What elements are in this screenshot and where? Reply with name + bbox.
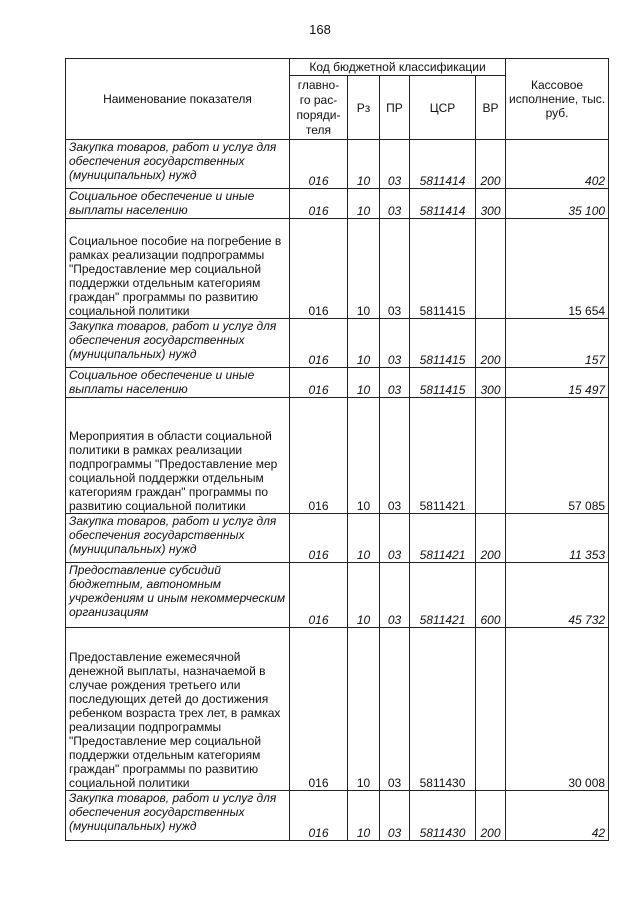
page-number: 168: [309, 22, 331, 37]
cell-admin: 016: [290, 140, 348, 189]
cell-pr: 03: [380, 514, 410, 563]
cell-rz: 10: [348, 189, 380, 219]
cell-admin: 016: [290, 514, 348, 563]
cell-pr: 03: [380, 563, 410, 628]
cell-rz: 10: [348, 368, 380, 398]
table-body: [66, 140, 609, 841]
cell-name: Предоставление субсидий бюджетным, автономным учреждениям и иным некоммерческим организациям: [66, 563, 290, 628]
cell-pr: 03: [380, 368, 410, 398]
cell-name: Закупка товаров, работ и услуг для обеспечения государственных (муниципальных) нужд: [66, 791, 290, 841]
cell-vr: [476, 398, 506, 514]
cell-name: Мероприятия в области социальной политики в рамках реализации подпрограммы "Предоставление мер социальной поддержки отдельным категориям граждан" программы по развитию социальной политики: [66, 398, 290, 514]
table-header: [66, 59, 609, 140]
cell-rz: 10: [348, 319, 380, 368]
cell-pr: 03: [380, 319, 410, 368]
cell-name: Предоставление ежемесячной денежной выплаты, назначаемой в случае рождения третьего или последующих детей до достижения ребенком возраста трех лет, в рамках реализации подпрограммы "Предоставление мер социальной поддержки отдельным категориям граждан" программы по развитию социальной политики: [66, 628, 290, 791]
cell-admin: 016: [290, 628, 348, 791]
cell-amount: 402: [506, 140, 609, 189]
cell-admin: 016: [290, 219, 348, 319]
cell-amount: 45 732: [506, 563, 609, 628]
header-pr: ПР: [380, 76, 410, 140]
header-admin: главно- го рас- поряди- теля: [290, 76, 348, 140]
cell-csr: 5811415: [410, 219, 476, 319]
cell-csr: 5811421: [410, 398, 476, 514]
header-rz: Рз: [348, 76, 380, 140]
cell-vr: 300: [476, 368, 506, 398]
cell-admin: 016: [290, 189, 348, 219]
cell-csr: 5811414: [410, 189, 476, 219]
header-vr: ВР: [476, 76, 506, 140]
header-name: Наименование показателя: [66, 59, 290, 140]
cell-csr: 5811430: [410, 628, 476, 791]
table-row: [66, 219, 609, 319]
cell-admin: 016: [290, 563, 348, 628]
cell-csr: 5811415: [410, 368, 476, 398]
cell-vr: 600: [476, 563, 506, 628]
cell-admin: 016: [290, 398, 348, 514]
cell-vr: 200: [476, 319, 506, 368]
cell-vr: 200: [476, 791, 506, 841]
cell-rz: 10: [348, 514, 380, 563]
cell-name: Социальное обеспечение и иные выплаты населению: [66, 368, 290, 398]
header-amount: Кассовое исполнение, тыс. руб.: [506, 59, 609, 140]
cell-name: Закупка товаров, работ и услуг для обеспечения государственных (муниципальных) нужд: [66, 319, 290, 368]
table-row: [66, 189, 609, 219]
cell-rz: 10: [348, 628, 380, 791]
cell-vr: 300: [476, 189, 506, 219]
cell-csr: 5811421: [410, 563, 476, 628]
cell-pr: 03: [380, 219, 410, 319]
cell-pr: 03: [380, 189, 410, 219]
table-row: [66, 398, 609, 514]
cell-csr: 5811415: [410, 319, 476, 368]
cell-vr: [476, 628, 506, 791]
cell-pr: 03: [380, 628, 410, 791]
table-row: [66, 140, 609, 189]
table-row: [66, 368, 609, 398]
table-row: [66, 791, 609, 841]
cell-name: Социальное обеспечение и иные выплаты населению: [66, 189, 290, 219]
cell-vr: 200: [476, 514, 506, 563]
table-row: [66, 563, 609, 628]
cell-admin: 016: [290, 791, 348, 841]
table-row: [66, 514, 609, 563]
cell-rz: 10: [348, 219, 380, 319]
cell-csr: 5811430: [410, 791, 476, 841]
cell-amount: 35 100: [506, 189, 609, 219]
cell-csr: 5811421: [410, 514, 476, 563]
cell-rz: 10: [348, 563, 380, 628]
cell-amount: 30 008: [506, 628, 609, 791]
cell-admin: 016: [290, 319, 348, 368]
cell-rz: 10: [348, 398, 380, 514]
cell-rz: 10: [348, 791, 380, 841]
cell-amount: 57 085: [506, 398, 609, 514]
cell-rz: 10: [348, 140, 380, 189]
cell-pr: 03: [380, 791, 410, 841]
cell-vr: [476, 219, 506, 319]
table-row: [66, 628, 609, 791]
cell-amount: 15 654: [506, 219, 609, 319]
cell-vr: 200: [476, 140, 506, 189]
header-classification: Код бюджетной классификации: [290, 59, 506, 76]
cell-name: Закупка товаров, работ и услуг для обеспечения государственных (муниципальных) нужд: [66, 140, 290, 189]
cell-csr: 5811414: [410, 140, 476, 189]
table-row: [66, 319, 609, 368]
cell-pr: 03: [380, 398, 410, 514]
budget-table: [65, 58, 609, 841]
cell-name: Закупка товаров, работ и услуг для обеспечения государственных (муниципальных) нужд: [66, 514, 290, 563]
cell-amount: 11 353: [506, 514, 609, 563]
cell-amount: 42: [506, 791, 609, 841]
cell-amount: 15 497: [506, 368, 609, 398]
cell-pr: 03: [380, 140, 410, 189]
cell-admin: 016: [290, 368, 348, 398]
header-csr: ЦСР: [410, 76, 476, 140]
cell-name: Социальное пособие на погребение в рамках реализации подпрограммы "Предоставление мер социальной поддержки отдельным категориям граждан" программы по развитию социальной политики: [66, 219, 290, 319]
cell-amount: 157: [506, 319, 609, 368]
